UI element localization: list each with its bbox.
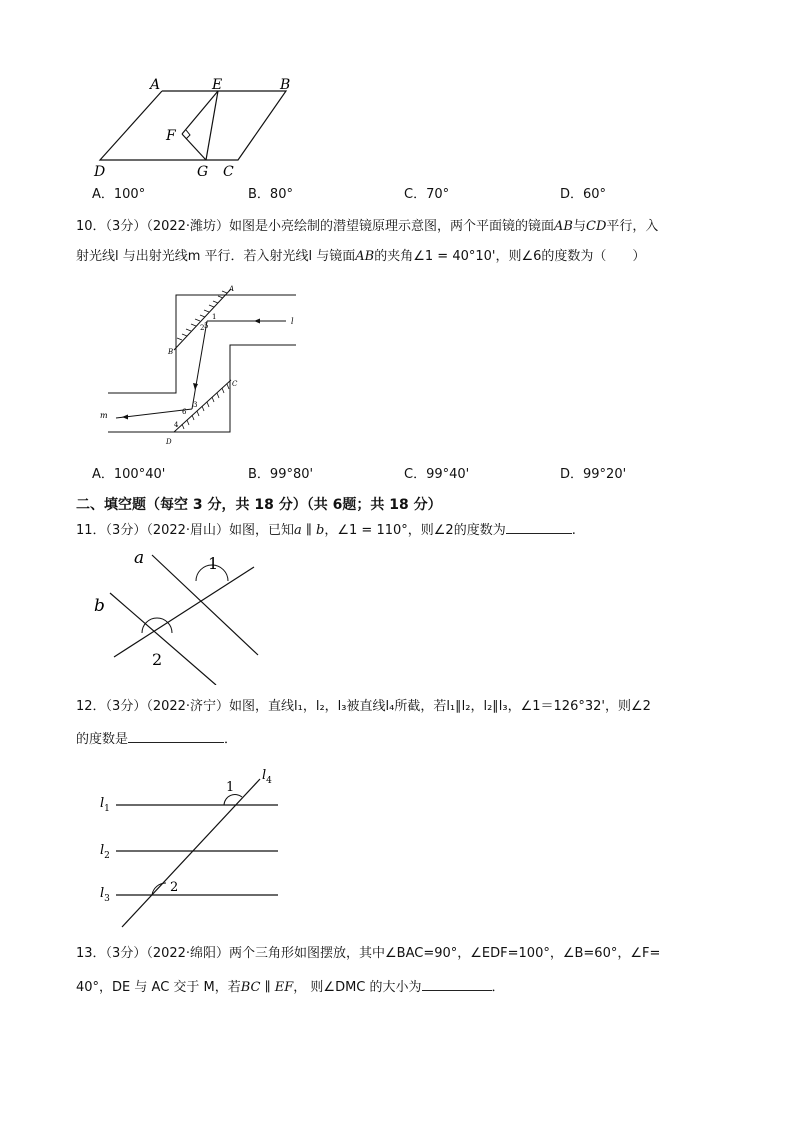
q10-text-mid: 与 [572,219,586,234]
label-G: G [197,164,209,180]
label-a: a [134,548,145,568]
periscope-diagram [96,280,306,450]
q10-text2a: 射光线l 与出射光线m 平行．若入射光线l 与镜面 [76,249,356,264]
angle-5: 5 [204,322,209,330]
q11-text-end: . [571,523,576,538]
parallelogram-diagram [90,74,310,184]
angle-2: 2 [170,880,179,895]
q11-answer-blank[interactable] [506,519,572,534]
q9-option-a[interactable]: A．100° [92,187,146,202]
q10-stem-line2 [76,248,645,266]
q12-stem-line1: 12．（3分）（2022·济宁）如图，直线l₁，l₂，l₃被直线l₄所截，若l₁∥l₂，l₂∥l₃，∠1＝126°32'，则∠2 [76,699,651,714]
angle-1: 1 [212,313,217,321]
q10-option-b[interactable]: B．99°80' [248,467,314,482]
label-b: b [94,596,105,616]
q13-text-a: 40°，DE 与 AC 交于 M，若 [76,980,241,995]
q10-text: 10．（3分）（2022·潍坊）如图是小亮绘制的潜望镜原理示意图，两个平面镜的镜面 [76,219,555,234]
q10-text-end: 平行，入 [606,219,659,234]
q10-ab2: AB [355,249,375,264]
q10-text2b: 的夹角∠1 = 40°10'，则∠6的度数为（ ） [374,249,646,264]
label-A: A [229,285,235,293]
q10-ab: AB [554,219,573,234]
q13-stem-line2 [76,976,505,997]
q11-figure [90,545,270,685]
q10-option-c[interactable]: C．99°40' [404,467,470,482]
label-B: B [168,348,174,356]
q12-text: 的度数是 [76,732,129,747]
q12-text-end: ． [224,732,238,747]
q11-stem [76,519,576,540]
label-l4: $l_4$ [262,768,272,786]
q12-answer-blank[interactable] [128,728,224,743]
q13-text-end: ． [491,980,505,995]
q12-stem-line2 [76,728,237,749]
angle-4: 4 [174,421,179,429]
parallel-lines-diagram [90,545,270,685]
angle-3: 3 [193,401,198,409]
label-F: F [166,128,176,144]
label-B: B [280,77,291,93]
q9-option-c[interactable]: C．70° [404,187,450,202]
label-l: l [291,317,294,326]
label-A: A [150,77,161,93]
q13-parallel: BC ∥ EF [240,980,294,995]
q11-parallel: a ∥ b [294,523,325,538]
label-l3: $l_3$ [100,886,110,904]
angle-1: 1 [208,554,219,573]
section-heading: 二、填空题（每空 3 分，共 18 分）（共 6题；共 18 分） [76,497,442,513]
angle-2: 2 [152,650,163,669]
q11-text-a: 11．（3分）（2022·眉山）如图，已知 [76,523,295,538]
q10-option-d[interactable]: D．99°20' [560,467,627,482]
label-C: C [232,380,238,388]
angle-2: 2 [200,324,205,332]
angle-6: 6 [182,408,187,416]
label-C: C [223,164,234,180]
label-D: D [166,438,172,446]
q13-stem-line1: 13．（3分）（2022·绵阳）两个三角形如图摆放，其中∠BAC=90°，∠EDF=100°，∠B=60°，∠F= [76,946,661,961]
q9-option-d[interactable]: D．60° [560,187,607,202]
q10-stem-line1 [76,218,658,236]
label-m: m [100,411,108,420]
transversal-diagram [92,765,292,935]
label-l1: $l_1$ [100,796,110,814]
q10-cd: CD [586,219,607,234]
q9-figure [90,74,310,184]
q13-text-b: ， 则∠DMC 的大小为 [293,980,422,995]
q12-figure [92,765,292,935]
label-l2: $l_2$ [100,843,110,861]
q10-figure [96,280,306,450]
q10-option-a[interactable]: A．100°40' [92,467,166,482]
angle-1: 1 [226,780,235,795]
label-D: D [94,164,106,180]
q11-text-b: ，∠1 = 110°，则∠2的度数为 [324,523,506,538]
q9-option-b[interactable]: B．80° [248,187,293,202]
q13-answer-blank[interactable] [422,976,492,991]
label-E: E [212,77,223,93]
